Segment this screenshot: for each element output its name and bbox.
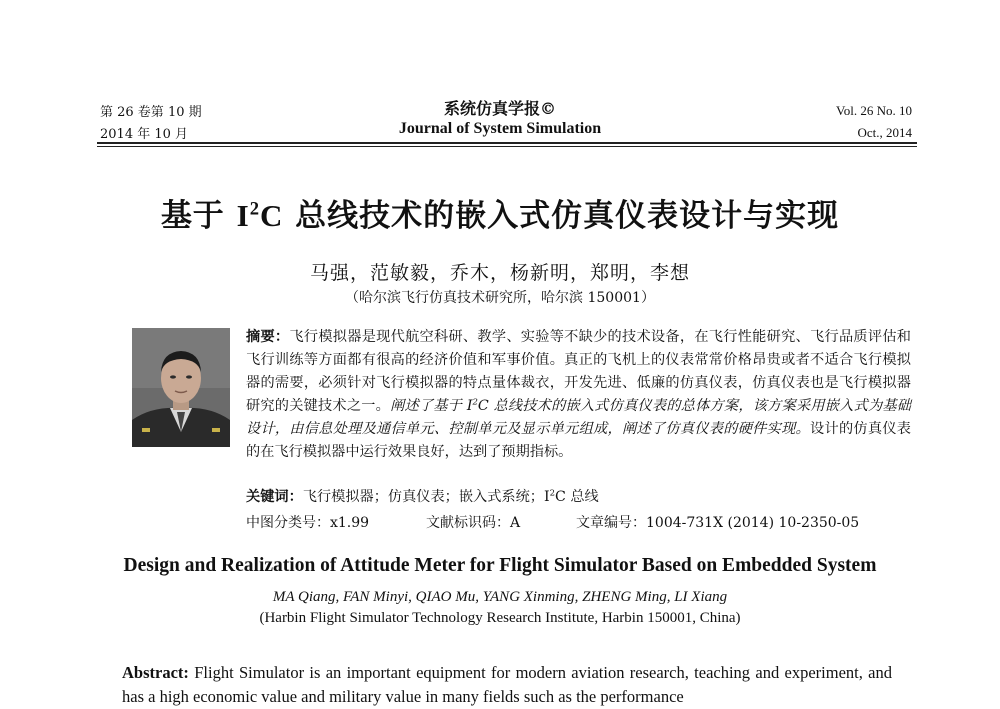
paper-title-en: Design and Realization of Attitude Meter for Flight Simulator Based on Embedded System <box>123 555 877 576</box>
abstract-en: Abstract: Flight Simulator is an important equipment for modern aviation research, teaching and experiment, and has a high economic value and military value in many fields such as the performance <box>122 663 892 706</box>
abstract-en-label: Abstract: <box>122 663 189 682</box>
abstract-cn-label: 摘要： <box>246 329 290 345</box>
paper-title-cn: 基于 $I^2C$ 总线技术的嵌入式仿真仪表设计与实现 <box>160 198 840 234</box>
header-rule-thick <box>97 142 917 144</box>
affiliation-cn: （哈尔滨飞行仿真技术研究所，哈尔滨 150001） <box>345 290 655 306</box>
date-en: Oct., 2014 <box>857 125 912 140</box>
keywords-cn-label: 关键词： <box>246 489 303 505</box>
header-rule-thin <box>97 146 917 147</box>
document-code: 文献标识码：A <box>426 515 521 531</box>
journal-name-en: Journal of System Simulation <box>398 120 602 137</box>
author-photo <box>132 328 230 447</box>
authors-en: MA Qiang, FAN Minyi, QIAO Mu, YANG Xinming, ZHENG Ming, LI Xiang <box>272 589 728 605</box>
volume-issue-en: Vol. 26 No. 10 <box>836 103 912 118</box>
journal-name-cn: 系统仿真学报© <box>443 99 556 118</box>
keywords-cn: 关键词：飞行模拟器；仿真仪表；嵌入式系统；$I^2C$ 总线 <box>246 488 599 505</box>
article-number: 文章编号：1004-731X (2014) 10-2350-05 <box>576 515 860 531</box>
date-cn: 2014 年 10 月 <box>100 127 189 142</box>
author-portrait-image <box>132 328 230 447</box>
affiliation-en: (Harbin Flight Simulator Technology Research Institute, Harbin 150001, China) <box>259 610 741 626</box>
classification-line <box>246 512 859 532</box>
volume-issue-cn: 第 26 卷第 10 期 <box>100 105 202 120</box>
clc-number: 中图分类号：x1.99 <box>246 515 370 531</box>
abstract-cn: 摘要：飞行模拟器是现代航空科研、教学、实验等不缺少的技术设备，在飞行性能研究、飞行品质评估和飞行训练等方面都有很高的经济价值和军事价值。真正的飞机上的仪表常常价格昂贵或者不适合飞行模拟器的需要，必须针对飞行模拟器的特点量体裁衣，开发先进、低廉的仿真仪表，仿真仪表也是飞行模拟器研究的关键技术之一。阐述了基于 $I^2C$ 总线技术的嵌入式仿真仪表的总体方案，该方案采用嵌入式为基础设计，由信息处理及通信单元、控制单元及显示单元组成，阐述了仿真仪表的硬件实现。设计的仿真仪表的在飞行模拟器中运行效果良好，达到了预期指标。 <box>246 329 911 460</box>
authors-cn: 马强，范敏毅，乔木，杨新明，郑明，李想 <box>309 262 690 284</box>
